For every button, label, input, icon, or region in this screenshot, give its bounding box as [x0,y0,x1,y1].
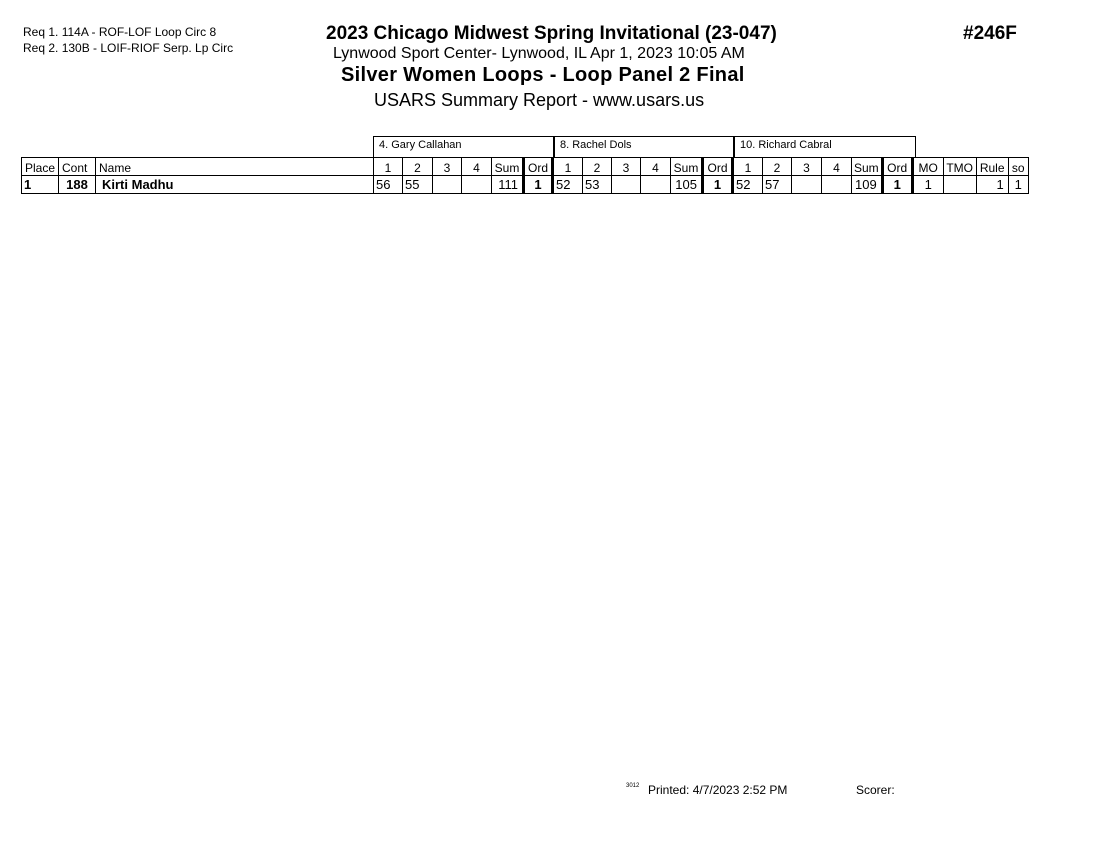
col-cont: Cont [59,158,96,176]
judge2-ord-cell: 1 [703,176,733,194]
col-judge2-score1: 1 [553,158,583,176]
judge2-score3-cell [612,176,641,194]
judge3-score1-cell: 52 [733,176,763,194]
col-tmo: TMO [943,158,976,176]
judge2-score4-cell [641,176,671,194]
judge3-score3-cell [792,176,822,194]
judge2-sum-cell: 105 [671,176,703,194]
col-judge2-sum: Sum [671,158,703,176]
judge1-sum-cell: 111 [492,176,524,194]
event-number: #246F [963,23,1017,44]
judge-name: 8. Rachel Dols [560,139,632,151]
judge3-sum-cell: 109 [852,176,883,194]
judge3-score4-cell [822,176,852,194]
col-judge1-score3: 3 [433,158,462,176]
mo-cell: 1 [912,176,943,194]
table-row [22,176,1029,194]
judge-header-1 [373,136,554,157]
venue-date-line: Lynwood Sport Center- Lynwood, IL Apr 1, 2023 10:05 AM [333,45,745,62]
col-judge3-score3: 3 [792,158,822,176]
col-judge1-score1: 1 [374,158,403,176]
col-rule: Rule [976,158,1008,176]
judge2-score1-cell: 52 [553,176,583,194]
col-judge1-ord: Ord [524,158,553,176]
so-cell: 1 [1008,176,1028,194]
judge1-score1-cell: 56 [374,176,403,194]
event-name: Silver Women Loops - Loop Panel 2 Final [341,64,745,86]
col-judge1-sum: Sum [492,158,524,176]
table-header-row [22,158,1029,176]
tmo-cell [943,176,976,194]
requirement-1: Req 1. 114A - ROF-LOF Loop Circ 8 [23,25,217,39]
competition-title: 2023 Chicago Midwest Spring Invitational (23-047) [326,23,777,44]
judge1-score3-cell [433,176,462,194]
judge-name: 10. Richard Cabral [740,139,832,151]
col-judge3-ord: Ord [882,158,912,176]
skater-name-cell: Kirti Madhu [96,176,374,194]
judge1-score4-cell [462,176,492,194]
judge-header-3 [734,136,916,157]
col-judge1-score2: 2 [403,158,433,176]
place-cell: 1 [22,176,59,194]
col-mo: MO [912,158,943,176]
col-judge3-sum: Sum [852,158,883,176]
col-judge2-score2: 2 [583,158,612,176]
cont-cell: 188 [59,176,96,194]
col-judge2-score4: 4 [641,158,671,176]
col-judge1-score4: 4 [462,158,492,176]
col-judge2-ord: Ord [703,158,733,176]
footer-code: 3012 [626,783,640,789]
col-name: Name [96,158,374,176]
col-place: Place [22,158,59,176]
judge1-score2-cell: 55 [403,176,433,194]
judge1-ord-cell: 1 [524,176,553,194]
col-judge3-score1: 1 [733,158,763,176]
judge3-score2-cell: 57 [763,176,792,194]
report-title: USARS Summary Report - www.usars.us [374,90,705,110]
requirement-2: Req 2. 130B - LOIF-RIOF Serp. Lp Circ [23,41,234,55]
judge2-score2-cell: 53 [583,176,612,194]
col-judge3-score2: 2 [763,158,792,176]
judge-header-2 [554,136,734,157]
col-judge2-score3: 3 [612,158,641,176]
printed-timestamp: Printed: 4/7/2023 2:52 PM [648,783,788,797]
col-so: so [1008,158,1028,176]
judge-name: 4. Gary Callahan [379,139,462,151]
results-table [21,157,1029,194]
rule-cell: 1 [976,176,1008,194]
judge3-ord-cell: 1 [882,176,912,194]
col-judge3-score4: 4 [822,158,852,176]
scorer-label: Scorer: [856,783,895,797]
